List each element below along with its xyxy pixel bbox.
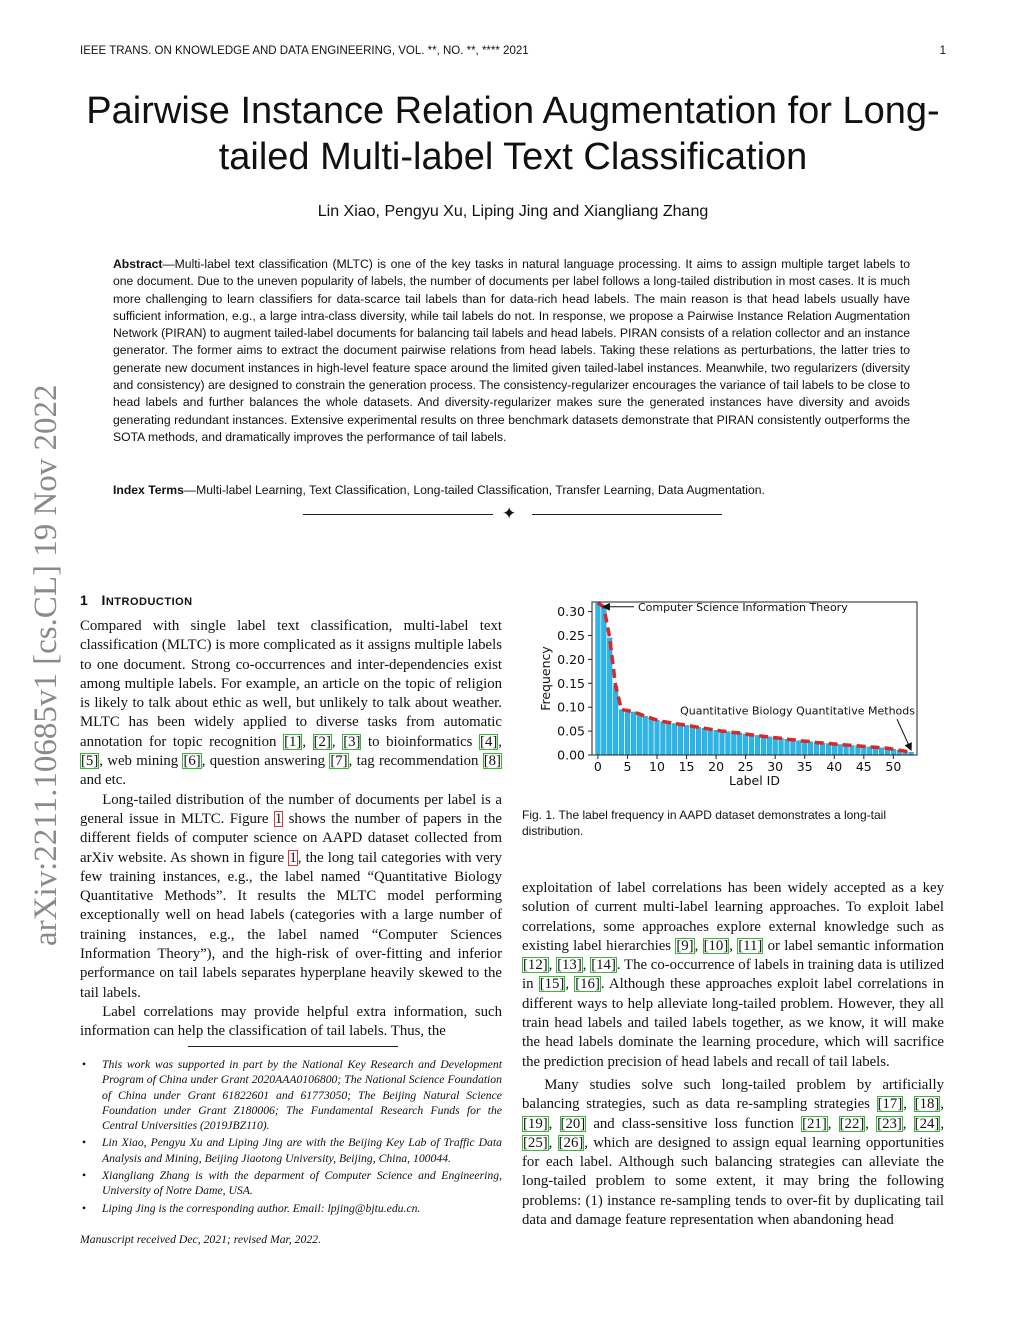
chart-bar <box>755 735 760 755</box>
y-tick-label: 0.05 <box>557 723 585 739</box>
intro-paragraph-3-continued: exploitation of label correlations has been widely accepted as a key solution of current multi-label learning approaches. To exploit label correlations, some approaches explore external knowledge such as existing label hierarchies [9], [10], [11] or label semantic information [12], [13], [14]. The co-occurrence of labels in training data is utilized in [15], [16]. Although these approaches exploit label correlations in different ways to help alleviate long-tailed problem. However, they all train head labels and tailed labels together, as we know, it will make the head labels dominate the learning procedure, which will sacrifice the prediction precision of head labels and recall of tail labels. <box>522 880 945 1070</box>
annotation-label: Quantitative Biology Quantitative Methods <box>680 704 915 718</box>
intro-paragraph-4: Many studies solve such long-tailed problem by artificially balancing strategies, such as data re-sampling strategies [17], [18], [19], [20] and class-sensitive loss function [21], [22], [23], [24], [25], [26], which are designed to assign equal learning opportunities for each label. Although such balancing strategies can alleviate the long-tailed problem to some extent, it may bring the following problems: (1) instance re-sampling tends to over-fit by duplicating tail data and damage feature representation when abandoning head <box>522 1076 945 1229</box>
citation-link[interactable]: [12] <box>523 957 548 974</box>
author-list: Lin Xiao, Pengyu Xu, Liping Jing and Xiangliang Zhang <box>317 203 709 220</box>
chart-bar <box>808 742 813 755</box>
chart-bar <box>720 731 725 755</box>
chart-bar <box>666 722 671 755</box>
chart-bar <box>879 748 884 755</box>
y-tick-label: 0.15 <box>557 675 585 691</box>
annotation-label: Computer Science Information Theory <box>638 600 848 614</box>
chart-bar <box>625 711 630 755</box>
separator-rule-left <box>303 514 493 515</box>
citation-link[interactable]: [17] <box>877 1096 903 1113</box>
abstract-label: Abstract <box>113 257 163 271</box>
footnotes <box>80 1057 502 1218</box>
intro-right-column <box>522 879 944 1230</box>
citation-link[interactable]: [11] <box>738 937 763 954</box>
figure-ref-link[interactable]: 1 <box>289 849 297 866</box>
chart-bar <box>702 728 707 755</box>
chart-bar <box>820 743 825 755</box>
x-tick-label: 45 <box>855 759 872 774</box>
section-heading-introduction <box>80 592 193 608</box>
citation-link[interactable]: [24] <box>914 1115 940 1132</box>
chart-bar <box>796 741 801 755</box>
citation-link[interactable]: [23] <box>877 1115 902 1132</box>
plot-layer <box>538 601 917 788</box>
chart-bar <box>726 732 731 755</box>
section-title-initial: I <box>101 592 106 608</box>
chart-bar <box>696 727 701 755</box>
section-title-rest: NTRODUCTION <box>105 596 193 608</box>
chart-bar <box>631 712 636 755</box>
footnote-item: • Liping Jing is the corresponding author. Email: lpjing@bjtu.edu.cn. <box>80 1201 502 1216</box>
y-tick-label: 0.30 <box>557 604 585 620</box>
chart-bar <box>690 726 695 755</box>
citation-link[interactable]: [13] <box>557 957 582 974</box>
citation-link[interactable]: [21] <box>802 1115 827 1132</box>
section-number: 1 <box>80 592 89 608</box>
footnote-item: • Xiangliang Zhang is with the deparment of Computer Science and Engineering, University of Notre Dame, USA. <box>80 1168 502 1199</box>
x-axis-label: Label ID <box>728 773 781 788</box>
x-tick-label: 0 <box>593 759 602 774</box>
index-terms-text: —Multi-label Learning, Text Classification, Long-tailed Classification, Transfer Learning, Data Augmentation. <box>183 483 765 497</box>
chart-bar <box>743 734 748 755</box>
citation-link[interactable]: [20] <box>560 1115 586 1132</box>
citation-link[interactable]: [6] <box>183 753 201 770</box>
paper-title: Pairwise Instance Relation Augmentation for Long-tailed Multi-label Text Classification <box>86 90 940 178</box>
page-number: 1 <box>939 45 946 57</box>
y-tick-label: 0.25 <box>557 627 585 643</box>
separator-rule-right <box>532 514 722 515</box>
citation-link[interactable]: [5] <box>81 753 99 770</box>
citation-link[interactable]: [10] <box>703 937 729 954</box>
chart-bar <box>802 741 807 755</box>
intro-paragraph-1: Compared with single label text classification, multi-label text classification (MLTC) is more complicated as it assigns multiple labels to one document. Strong co-occurrences and inter-dependencies exist among multiple labels. For example, an article on the topic of religion is likely to talk about ethic as well, but unlikely to talk about weather. MLTC has been widely applied to diverse tasks from automatic annotation for topic recognition [1], [2], [3] to bioinformatics [4], [5], web mining [6], question answering [7], tag recommendation [8] and etc. <box>80 618 502 789</box>
chart-bar <box>791 740 796 755</box>
figure-1-chart <box>522 592 944 792</box>
chart-bar <box>672 723 677 755</box>
citation-link[interactable]: [1] <box>284 733 302 750</box>
citation-link[interactable]: [22] <box>839 1115 865 1132</box>
chart-bar <box>737 733 742 755</box>
x-tick-label: 5 <box>623 759 632 774</box>
y-tick-label: 0.10 <box>557 699 585 715</box>
citation-link[interactable]: [9] <box>676 937 694 954</box>
chart-bar <box>649 718 654 755</box>
arxiv-stamp: arXiv:2211.10685v1 [cs.CL] 19 Nov 2022 <box>28 384 64 946</box>
citation-link[interactable]: [26] <box>558 1134 584 1151</box>
abstract-text: —Multi-label text classification (MLTC) is one of the key tasks in natural language processing. It aims to assign multiple target labels to one document. Due to the uneven popularity of labels, the number of documents per label follows a long-tailed distribution in most cases. It is much more challenging to learn classifiers for data-scarce tail labels than for data-rich head labels. The main reason is that head labels usually have sufficient information, e.g., a large intra-class diversity, while tail labels do not. In response, we propose a Pairwise Instance Relation Augmentation Network (PIRAN) to augment tailed-label documents for balancing tail labels and head labels. PIRAN consists of a relation collector and an instance generator. The former aims to extract the document pairwise relations from head labels. Taking these relations as perturbations, the latter tries to generate new document instances in high-level feature space around the limited given tailed-label instances. Meanwhile, two regularizers (diversity and consistency) are designed to constrain the generation process. The consistency-regularizer encourages the variance of tail labels to be close to head labels and further balances the whole datasets. And diversity-regularizer makes sure the generated instances have diversity and avoids generating redundant instances. Extensive experimental results on three benchmark datasets demonstrate that PIRAN consistently outperforms the SOTA methods, and dramatically improves the performance of tail labels. <box>113 257 910 444</box>
chart-bar <box>655 720 660 755</box>
index-terms-label: Index Terms <box>113 483 184 497</box>
figure-caption: Fig. 1. The label frequency in AAPD dataset demonstrates a long-tail distribution. <box>522 808 886 838</box>
y-tick-label: 0.00 <box>557 747 585 763</box>
footnote-item: • Lin Xiao, Pengyu Xu and Liping Jing are with the Beijing Key Lab of Traffic Data Analysis and Mining, Beijing Jiaotong University, Beijing, China, 100044. <box>80 1135 502 1166</box>
x-tick-label: 35 <box>796 759 813 774</box>
citation-link[interactable]: [2] <box>313 733 331 750</box>
y-tick-label: 0.20 <box>557 651 585 667</box>
chart-bar <box>779 738 784 755</box>
separator-star-icon: ✦ <box>502 504 517 523</box>
y-axis-label: Frequency <box>538 646 553 711</box>
footnote-item: • This work was supported in part by the National Key Research and Development Program of China under Grant 2020AAA0106800; The National Science Foundation of China under Grant 61822601 and 61773050; The Beijing Natural Science Foundation under Grant Z180006; The Fundamental Research Funds for the Central Universities (2019JBZ110). <box>80 1057 502 1133</box>
x-tick-label: 30 <box>767 759 784 774</box>
abstract <box>113 256 910 446</box>
x-tick-label: 25 <box>737 759 754 774</box>
chart-bar <box>773 738 778 755</box>
chart-bar <box>761 736 766 755</box>
index-terms <box>113 482 910 499</box>
chart-bar <box>678 724 683 755</box>
intro-paragraph-2: Long-tailed distribution of the number of documents per label is a general issue in MLTC. Figure 1 shows the number of papers in the different fields of computer science on AAPD dataset collected from arXiv website. As shown in figure 1, the long tail categories with very few training instances, e.g., the label named “Quantitative Biology Quantitative Methods”. It results the MLTC model performing exceptionally well on head labels (categories with a large number of training instances, e.g., the label named “Computer Sciences Information Theory”), and the high-risk of over-fitting and inferior performance on tail labels separates hyperplane heavily skewed to the tail labels. <box>80 791 502 1001</box>
intro-paragraph-3: Label correlations may provide helpful extra information, such information can help the classification of tail labels. Thus, the <box>80 1003 502 1040</box>
chart-bar <box>661 722 666 755</box>
figure-ref-link[interactable]: 1 <box>274 810 283 827</box>
chart-bar <box>731 733 736 755</box>
journal-header: IEEE TRANS. ON KNOWLEDGE AND DATA ENGINEERING, VOL. **, NO. **, **** 2021 <box>80 45 529 57</box>
chart-bar <box>785 739 790 755</box>
citation-link[interactable]: [14] <box>591 957 616 974</box>
x-tick-label: 10 <box>649 759 665 774</box>
manuscript-note: Manuscript received Dec, 2021; revised Mar, 2022. <box>80 1233 321 1246</box>
chart-bar <box>767 737 772 755</box>
chart-bar <box>684 725 689 755</box>
chart-bar <box>613 686 618 755</box>
x-tick-label: 40 <box>826 759 843 774</box>
chart-bar <box>637 714 642 755</box>
citation-link[interactable]: [18] <box>914 1096 940 1113</box>
chart-bar <box>601 607 606 755</box>
chart-bar <box>596 603 601 755</box>
chart-bar <box>708 729 713 755</box>
intro-left-column <box>80 617 502 1042</box>
chart-bar <box>749 735 754 755</box>
citation-link[interactable]: [19] <box>523 1115 548 1132</box>
citation-link[interactable]: [4] <box>480 733 498 750</box>
chart-bar <box>714 730 719 755</box>
chart-bar <box>619 710 624 755</box>
citation-link[interactable]: [15] <box>539 976 565 993</box>
chart-bar <box>838 744 843 755</box>
citation-link[interactable]: [16] <box>575 976 600 993</box>
citation-link[interactable]: [3] <box>343 733 361 750</box>
citation-link[interactable]: [8] <box>483 753 501 770</box>
running-header <box>80 45 946 63</box>
citation-link[interactable]: [25] <box>523 1134 548 1151</box>
annotation-arrow <box>897 719 911 750</box>
footnote-rule <box>188 1046 398 1047</box>
x-tick-label: 20 <box>708 759 725 774</box>
chart-bar <box>643 716 648 755</box>
x-tick-label: 50 <box>885 759 902 774</box>
x-tick-label: 15 <box>678 759 695 774</box>
citation-link[interactable]: [7] <box>330 753 348 770</box>
